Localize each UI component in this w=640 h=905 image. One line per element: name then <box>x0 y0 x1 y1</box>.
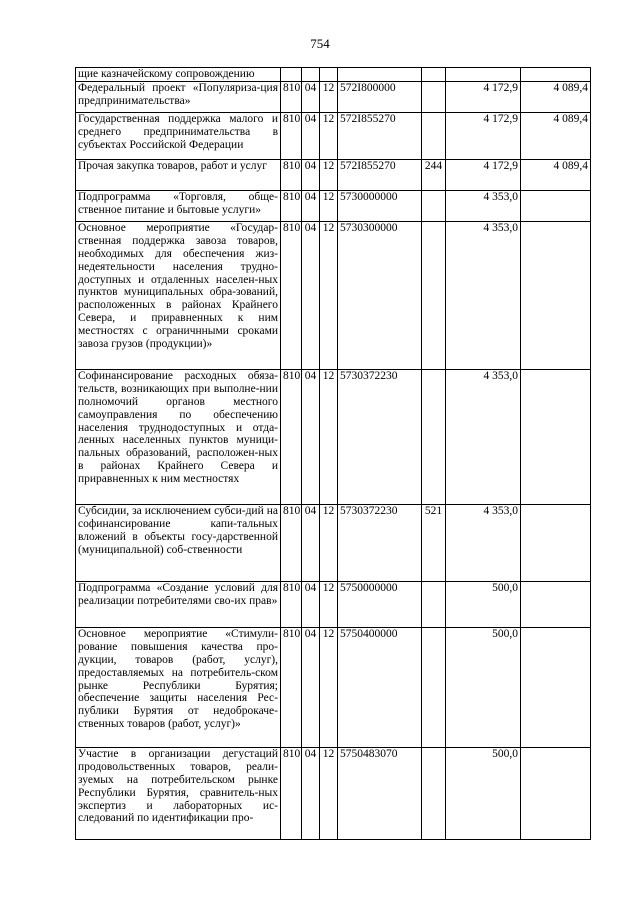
section-code: 04 <box>302 747 320 839</box>
table-row <box>76 112 591 159</box>
row-name: Основное мероприятие «Стимули-рование повышения качества про-дукции, товаров (работ, услуг), предоставляемых на потребитель-ском рынке Республики Бурятия; обеспечение защиты населения Рес-публики Бурятия от недоброкаче-ственных товаров (работ, услуг)» <box>76 627 281 747</box>
table-row <box>76 68 591 82</box>
amount-year-2 <box>521 747 591 839</box>
expense-type-code <box>422 581 446 627</box>
table-row <box>76 221 591 369</box>
amount-year-1: 4 172,9 <box>446 112 521 159</box>
target-article-code: 572I800000 <box>338 81 422 112</box>
row-name: Участие в организации дегустаций продовольственных товаров, реали-зуемых на потребительском рынке Республики Бурятия, сравнитель-ных экспертиз и лабораторных ис-следований по идентификации про- <box>76 747 281 839</box>
target-article-code: 5750483070 <box>338 747 422 839</box>
row-name: Софинансирование расходных обяза-тельств, возникающих при выполне-нии полномочий органов местного самоуправления по обеспечению населения труднодоступных и отда-ленных населенных пунктов муници-пальных образований, расположен-ных в районах Крайнего Севера и приравненных к ним местностях <box>76 369 281 504</box>
page-number: 754 <box>310 36 330 51</box>
subsection-code: 12 <box>320 581 338 627</box>
amount-year-2 <box>521 504 591 581</box>
target-article-code: 5730300000 <box>338 221 422 369</box>
expense-type-code <box>422 747 446 839</box>
amount-year-1: 4 353,0 <box>446 221 521 369</box>
target-article-code: 5730000000 <box>338 190 422 221</box>
subsection-code: 12 <box>320 112 338 159</box>
subsection-code: 12 <box>320 81 338 112</box>
grbs-code: 810 <box>281 369 302 504</box>
target-article-code: 5730372230 <box>338 369 422 504</box>
amount-year-1: 4 353,0 <box>446 369 521 504</box>
expense-type-code <box>422 68 446 82</box>
row-name: Субсидии, за исключением субси-дий на софинансирование капи-тальных вложений в объекты госу-дарственной (муниципальной) соб-ственности <box>76 504 281 581</box>
table-row <box>76 627 591 747</box>
grbs-code: 810 <box>281 581 302 627</box>
table-row <box>76 190 591 221</box>
section-code: 04 <box>302 627 320 747</box>
amount-year-1: 4 353,0 <box>446 504 521 581</box>
subsection-code: 12 <box>320 627 338 747</box>
subsection-code: 12 <box>320 159 338 190</box>
subsection-code: 12 <box>320 369 338 504</box>
subsection-code: 12 <box>320 190 338 221</box>
grbs-code: 810 <box>281 190 302 221</box>
table-row <box>76 747 591 839</box>
target-article-code: 572I855270 <box>338 159 422 190</box>
section-code: 04 <box>302 190 320 221</box>
target-article-code: 5750000000 <box>338 581 422 627</box>
expense-type-code: 244 <box>422 159 446 190</box>
grbs-code: 810 <box>281 627 302 747</box>
row-name: Подпрограмма «Создание условий для реализации потребителями сво-их прав» <box>76 581 281 627</box>
amount-year-2 <box>521 68 591 82</box>
target-article-code: 572I855270 <box>338 112 422 159</box>
amount-year-2 <box>521 221 591 369</box>
section-code: 04 <box>302 81 320 112</box>
target-article-code <box>338 68 422 82</box>
row-name: Федеральный проект «Популяриза-ция предпринимательства» <box>76 81 281 112</box>
section-code: 04 <box>302 112 320 159</box>
amount-year-1: 500,0 <box>446 581 521 627</box>
amount-year-2 <box>521 627 591 747</box>
subsection-code: 12 <box>320 504 338 581</box>
section-code: 04 <box>302 221 320 369</box>
amount-year-1: 4 353,0 <box>446 190 521 221</box>
section-code: 04 <box>302 581 320 627</box>
row-name: Основное мероприятие «Государ-ственная поддержка завоза товаров, необходимых для обеспечения жиз-недеятельности населения трудно-доступных и отдаленных населен-ных пунктов муниципальных обра-зований, расположенных в районах Крайнего Севера, и приравненных к ним местностях с ограничнными сроками завоза грузов (продукции)» <box>76 221 281 369</box>
grbs-code: 810 <box>281 112 302 159</box>
target-article-code: 5730372230 <box>338 504 422 581</box>
expense-type-code <box>422 112 446 159</box>
section-code <box>302 68 320 82</box>
budget-table <box>75 67 591 840</box>
amount-year-2 <box>521 369 591 504</box>
target-article-code: 5750400000 <box>338 627 422 747</box>
section-code: 04 <box>302 369 320 504</box>
grbs-code: 810 <box>281 747 302 839</box>
expense-type-code <box>422 190 446 221</box>
amount-year-2 <box>521 190 591 221</box>
grbs-code: 810 <box>281 504 302 581</box>
amount-year-1 <box>446 68 521 82</box>
row-name: Государственная поддержка малого и среднего предпринимательства в субъектах Российской Федерации <box>76 112 281 159</box>
grbs-code <box>281 68 302 82</box>
amount-year-2: 4 089,4 <box>521 112 591 159</box>
table-row <box>76 369 591 504</box>
row-name: щие казначейскому сопровождению <box>76 68 281 82</box>
amount-year-2: 4 089,4 <box>521 81 591 112</box>
grbs-code: 810 <box>281 81 302 112</box>
expense-type-code <box>422 369 446 504</box>
table-row <box>76 81 591 112</box>
expense-type-code: 521 <box>422 504 446 581</box>
amount-year-1: 500,0 <box>446 627 521 747</box>
amount-year-2: 4 089,4 <box>521 159 591 190</box>
amount-year-1: 4 172,9 <box>446 81 521 112</box>
grbs-code: 810 <box>281 221 302 369</box>
expense-type-code <box>422 221 446 369</box>
table-row <box>76 159 591 190</box>
section-code: 04 <box>302 504 320 581</box>
amount-year-1: 4 172,9 <box>446 159 521 190</box>
amount-year-2 <box>521 581 591 627</box>
amount-year-1: 500,0 <box>446 747 521 839</box>
table-row <box>76 504 591 581</box>
expense-type-code <box>422 81 446 112</box>
section-code: 04 <box>302 159 320 190</box>
subsection-code: 12 <box>320 221 338 369</box>
table-row <box>76 581 591 627</box>
grbs-code: 810 <box>281 159 302 190</box>
row-name: Прочая закупка товаров, работ и услуг <box>76 159 281 190</box>
subsection-code: 12 <box>320 747 338 839</box>
row-name: Подпрограмма «Торговля, обще-ственное питание и бытовые услуги» <box>76 190 281 221</box>
expense-type-code <box>422 627 446 747</box>
subsection-code <box>320 68 338 82</box>
